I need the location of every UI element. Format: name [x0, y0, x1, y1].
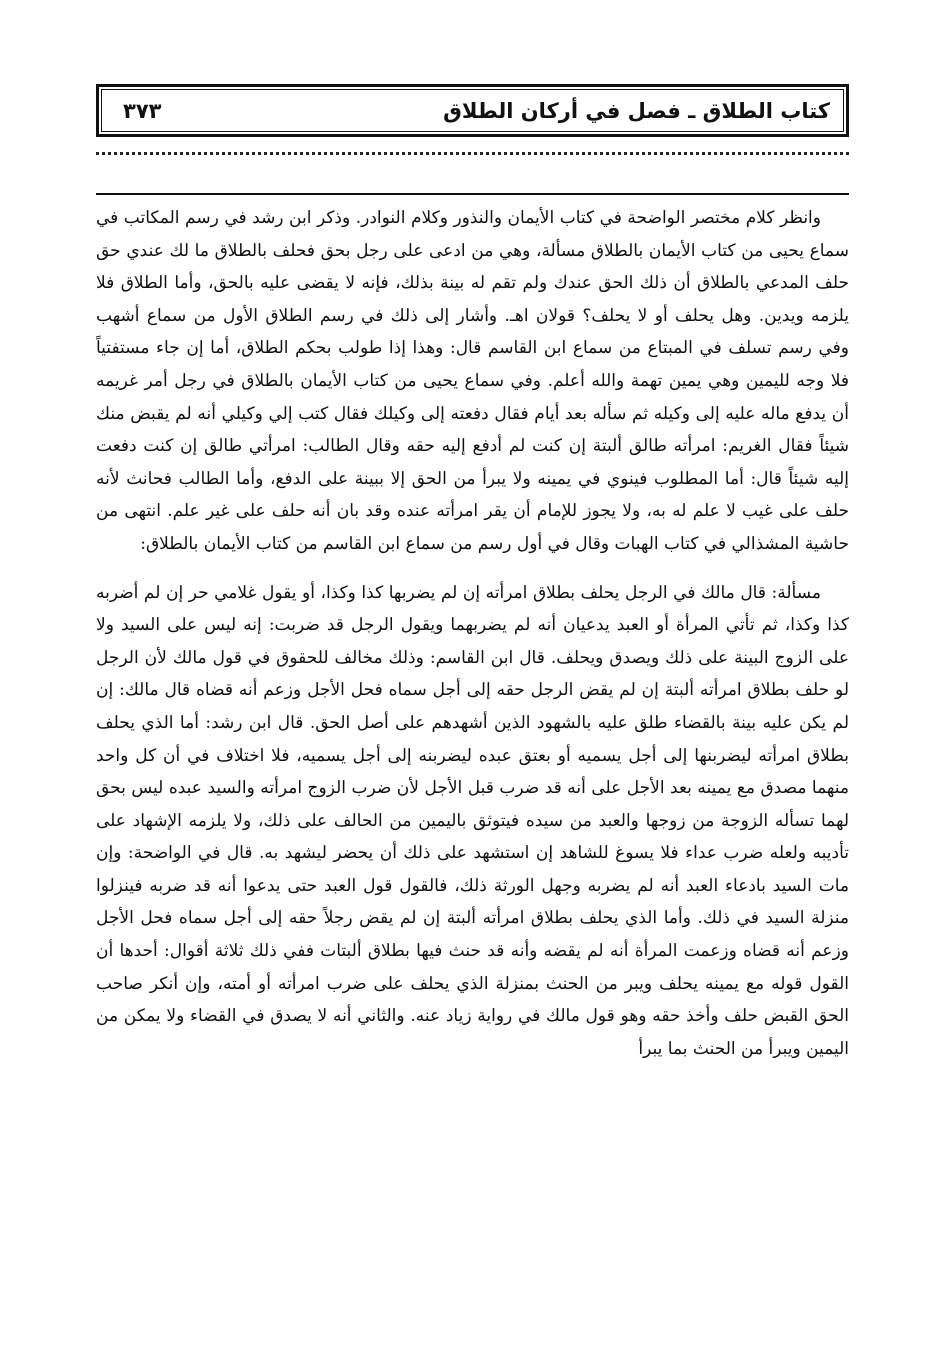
body-text — [96, 202, 849, 1065]
header-rule — [96, 193, 849, 195]
paragraph-1: وانظر كلام مختصر الواضحة في كتاب الأيمان والنذور وكلام النوادر. وذكر ابن رشد في رسم المكاتب في سماع يحيى من كتاب الأيمان بالطلاق مسألة، وهي من ادعى على رجل بحق فحلف بالطلاق ما لك عندي حق حلف المدعي بالطلاق أن ذلك الحق عندك ولم تقم له بينة بذلك، فإنه لا يقضى عليه بالحق، وأما الطلاق فلا يلزمه ويدين. وهل يحلف أو لا يحلف؟ قولان اهـ. وأشار إلى ذلك في رسم الطلاق الأول من سماع أشهب وفي رسم تسلف في المبتاع من سماع ابن القاسم قال: وهذا إذا طولب بحكم الطلاق، أما إن جاء مستفتياً فلا وجه لليمين وهي يمين تهمة والله أعلم. وفي سماع يحيى من كتاب الأيمان بالطلاق في رجل أمر غريمه أن يدفع ماله عليه إلى وكيله ثم سأله بعد أيام فقال دفعته إلى وكيلك فقال كتب إلي وكيلي أنه لم يقبض منك شيئاً فقال الغريم: امرأته طالق ألبتة إن كنت لم أدفع إليه حقه وقال الطالب: امرأتي طالق إن كنت دفعت إليه شيئاً قال: أما المطلوب فينوي في يمينه ولا يبرأ من الحق إلا ببينة على الدفع، وأما الطالب فحانث لأنه حلف على غيب لا علم له به، ولا يجوز للإمام أن يقر امرأته عنده وقد بان أنه حلف على غير علم. انتهى من حاشية المشذالي في كتاب الهبات وقال في أول رسم من سماع ابن القاسم من كتاب الأيمان بالطلاق: — [96, 208, 849, 554]
running-header — [96, 84, 849, 137]
dotted-separator — [96, 152, 849, 159]
header-title: كتاب الطلاق ـ فصل في أركان الطلاق — [443, 99, 830, 123]
page-number: ٣٧٣ — [123, 99, 162, 123]
paragraph-2: مسألة: قال مالك في الرجل يحلف بطلاق امرأته إن لم يضربها كذا وكذا، أو يقول غلامي حر إن لم أضربه كذا وكذا، ثم تأتي المرأة أو العبد يدعيان أنه لم يضربهما ويقول الرجل قد ضربت: إنه ليس على السيد ولا على الزوج البينة على ذلك ويصدق ويحلف. قال ابن القاسم: وذلك مخالف للحقوق في قول مالك لأن الرجل لو حلف بطلاق امرأته ألبتة إن لم يقض الرجل حقه إلى أجل سماه فحل الأجل وزعم أنه قضاه قال مالك: إن لم يكن عليه بينة بالقضاء طلق عليه بالشهود الذين أشهدهم على أصل الحق. قال ابن رشد: أما الذي يحلف بطلاق امرأته ليضربنها إلى أجل يسميه أو بعتق عبده ليضربنه إلى أجل يسميه، فلا اختلاف في أن كل واحد منهما مصدق مع يمينه بعد الأجل على أنه قد ضرب قبل الأجل لأن ضرب الزوج امرأته والسيد عبده ليس بحق لهما تسأله الزوجة من زوجها والعبد من سيده فيتوثق باليمين من الحالف على ذلك، ولا يلزمه الإشهاد على تأديبه ولعله ضرب عداء فلا يسوغ للشاهد إن استشهد على ذلك أن يحضر ليشهد به. قال في الواضحة: وإن مات السيد بادعاء العبد أنه لم يضربه وجهل الورثة ذلك، فالقول قول العبد حتى يدعوا أنه قد ضربه فينزلوا منزلة السيد في ذلك. وأما الذي يحلف بطلاق امرأته ألبتة إن لم يقض رجلاً حقه إلى أجل سماه فحل الأجل وزعم أنه قضاه وزعمت المرأة أنه لم يقضه وأنه قد حنث فيها بطلاق ألبتات ففي ذلك ثلاثة أقوال: أحدها أن القول قوله مع يمينه يحلف ويبر من الحنث بمنزلة الذي يحلف على ضرب امرأته أو أمته، وإن أنكر صاحب الحق القبض حلف وأخذ حقه وهو قول مالك في رواية زياد عنه. والثاني أنه لا يصدق في القضاء ولا يمكن من اليمين ويبرأ من الحنث بما يبرأ — [96, 582, 849, 1059]
